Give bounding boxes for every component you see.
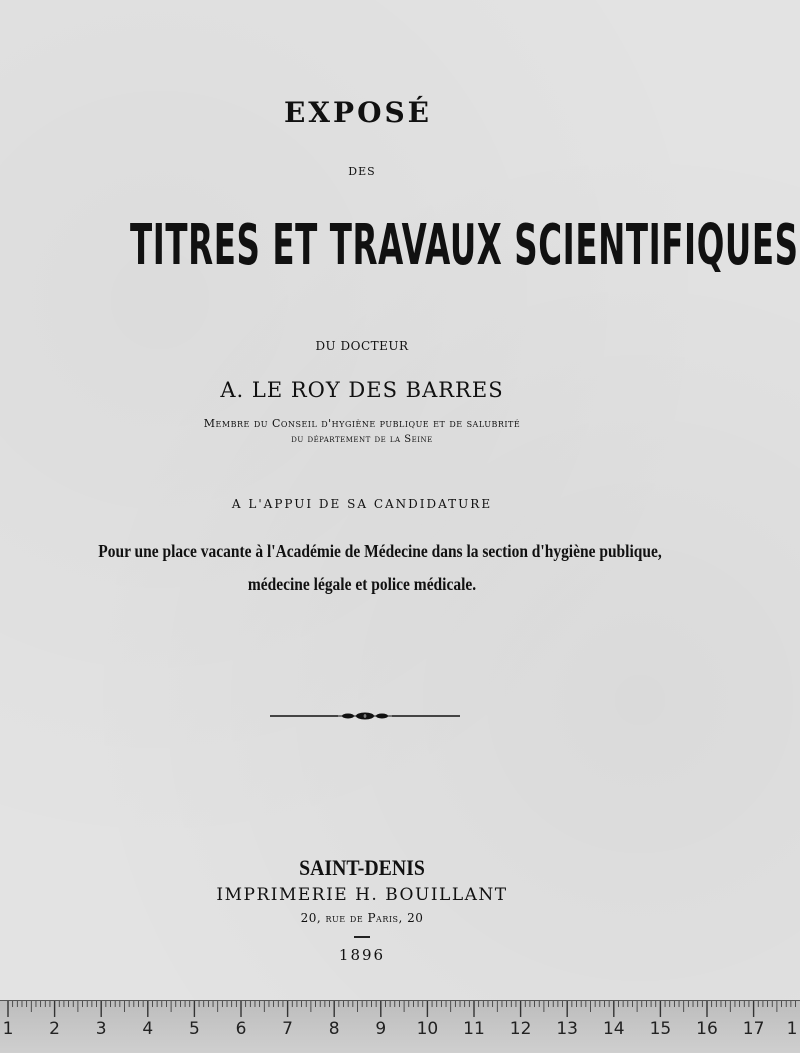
ruler-label: 15 xyxy=(649,1019,672,1039)
imprint-place: SAINT-DENIS xyxy=(299,855,425,880)
ruler-label: 1 xyxy=(786,1019,798,1039)
ruler-label: 7 xyxy=(282,1019,294,1039)
ruler-label: 5 xyxy=(188,1019,200,1039)
membership-line-1: Membre du Conseil d'hygiène publique et de salubrité xyxy=(203,417,521,430)
purpose-line-2: médecine légale et police médicale. xyxy=(247,574,477,594)
ruler-label: 12 xyxy=(509,1019,532,1039)
ruler-label: 8 xyxy=(328,1019,340,1039)
main-title: TITRES ET TRAVAUX SCIENTIFIQUES xyxy=(130,213,799,278)
ruler-ticks xyxy=(0,1001,800,1053)
measuring-ruler xyxy=(0,1000,800,1053)
ruler-label: 2 xyxy=(49,1019,61,1039)
purpose-line-1: Pour une place vacante à l'Académie de Médecine dans la section d'hygiène publique, xyxy=(98,541,662,561)
ruler-label: 17 xyxy=(742,1019,765,1039)
heading-des: DES xyxy=(348,165,376,178)
ruler-label: 16 xyxy=(696,1019,718,1039)
ruler-label: 9 xyxy=(375,1019,387,1039)
du-docteur-label: DU DOCTEUR xyxy=(315,339,409,353)
separator-dash xyxy=(354,936,370,938)
author-name: A. LE ROY DES BARRES xyxy=(220,378,504,402)
imprint-year: 1896 xyxy=(338,946,386,964)
imprint-address: 20, rue de Paris, 20 xyxy=(300,911,424,925)
ruler-label: 6 xyxy=(235,1019,247,1039)
ruler-label: 1 xyxy=(2,1019,14,1039)
ruler-label: 11 xyxy=(463,1019,485,1039)
ruler-label: 14 xyxy=(602,1019,625,1039)
ruler-label: 4 xyxy=(142,1019,154,1039)
candidature-label: A L'APPUI DE SA CANDIDATURE xyxy=(231,497,493,511)
imprint-printer: IMPRIMERIE H. BOUILLANT xyxy=(216,885,508,905)
ornament-divider xyxy=(270,708,460,724)
membership-line-2: du département de la Seine xyxy=(291,434,433,445)
ruler-label: 3 xyxy=(95,1019,107,1039)
ruler-label: 13 xyxy=(556,1019,579,1039)
ruler-label: 10 xyxy=(416,1019,439,1039)
heading-expose: EXPOSÉ xyxy=(283,96,433,129)
